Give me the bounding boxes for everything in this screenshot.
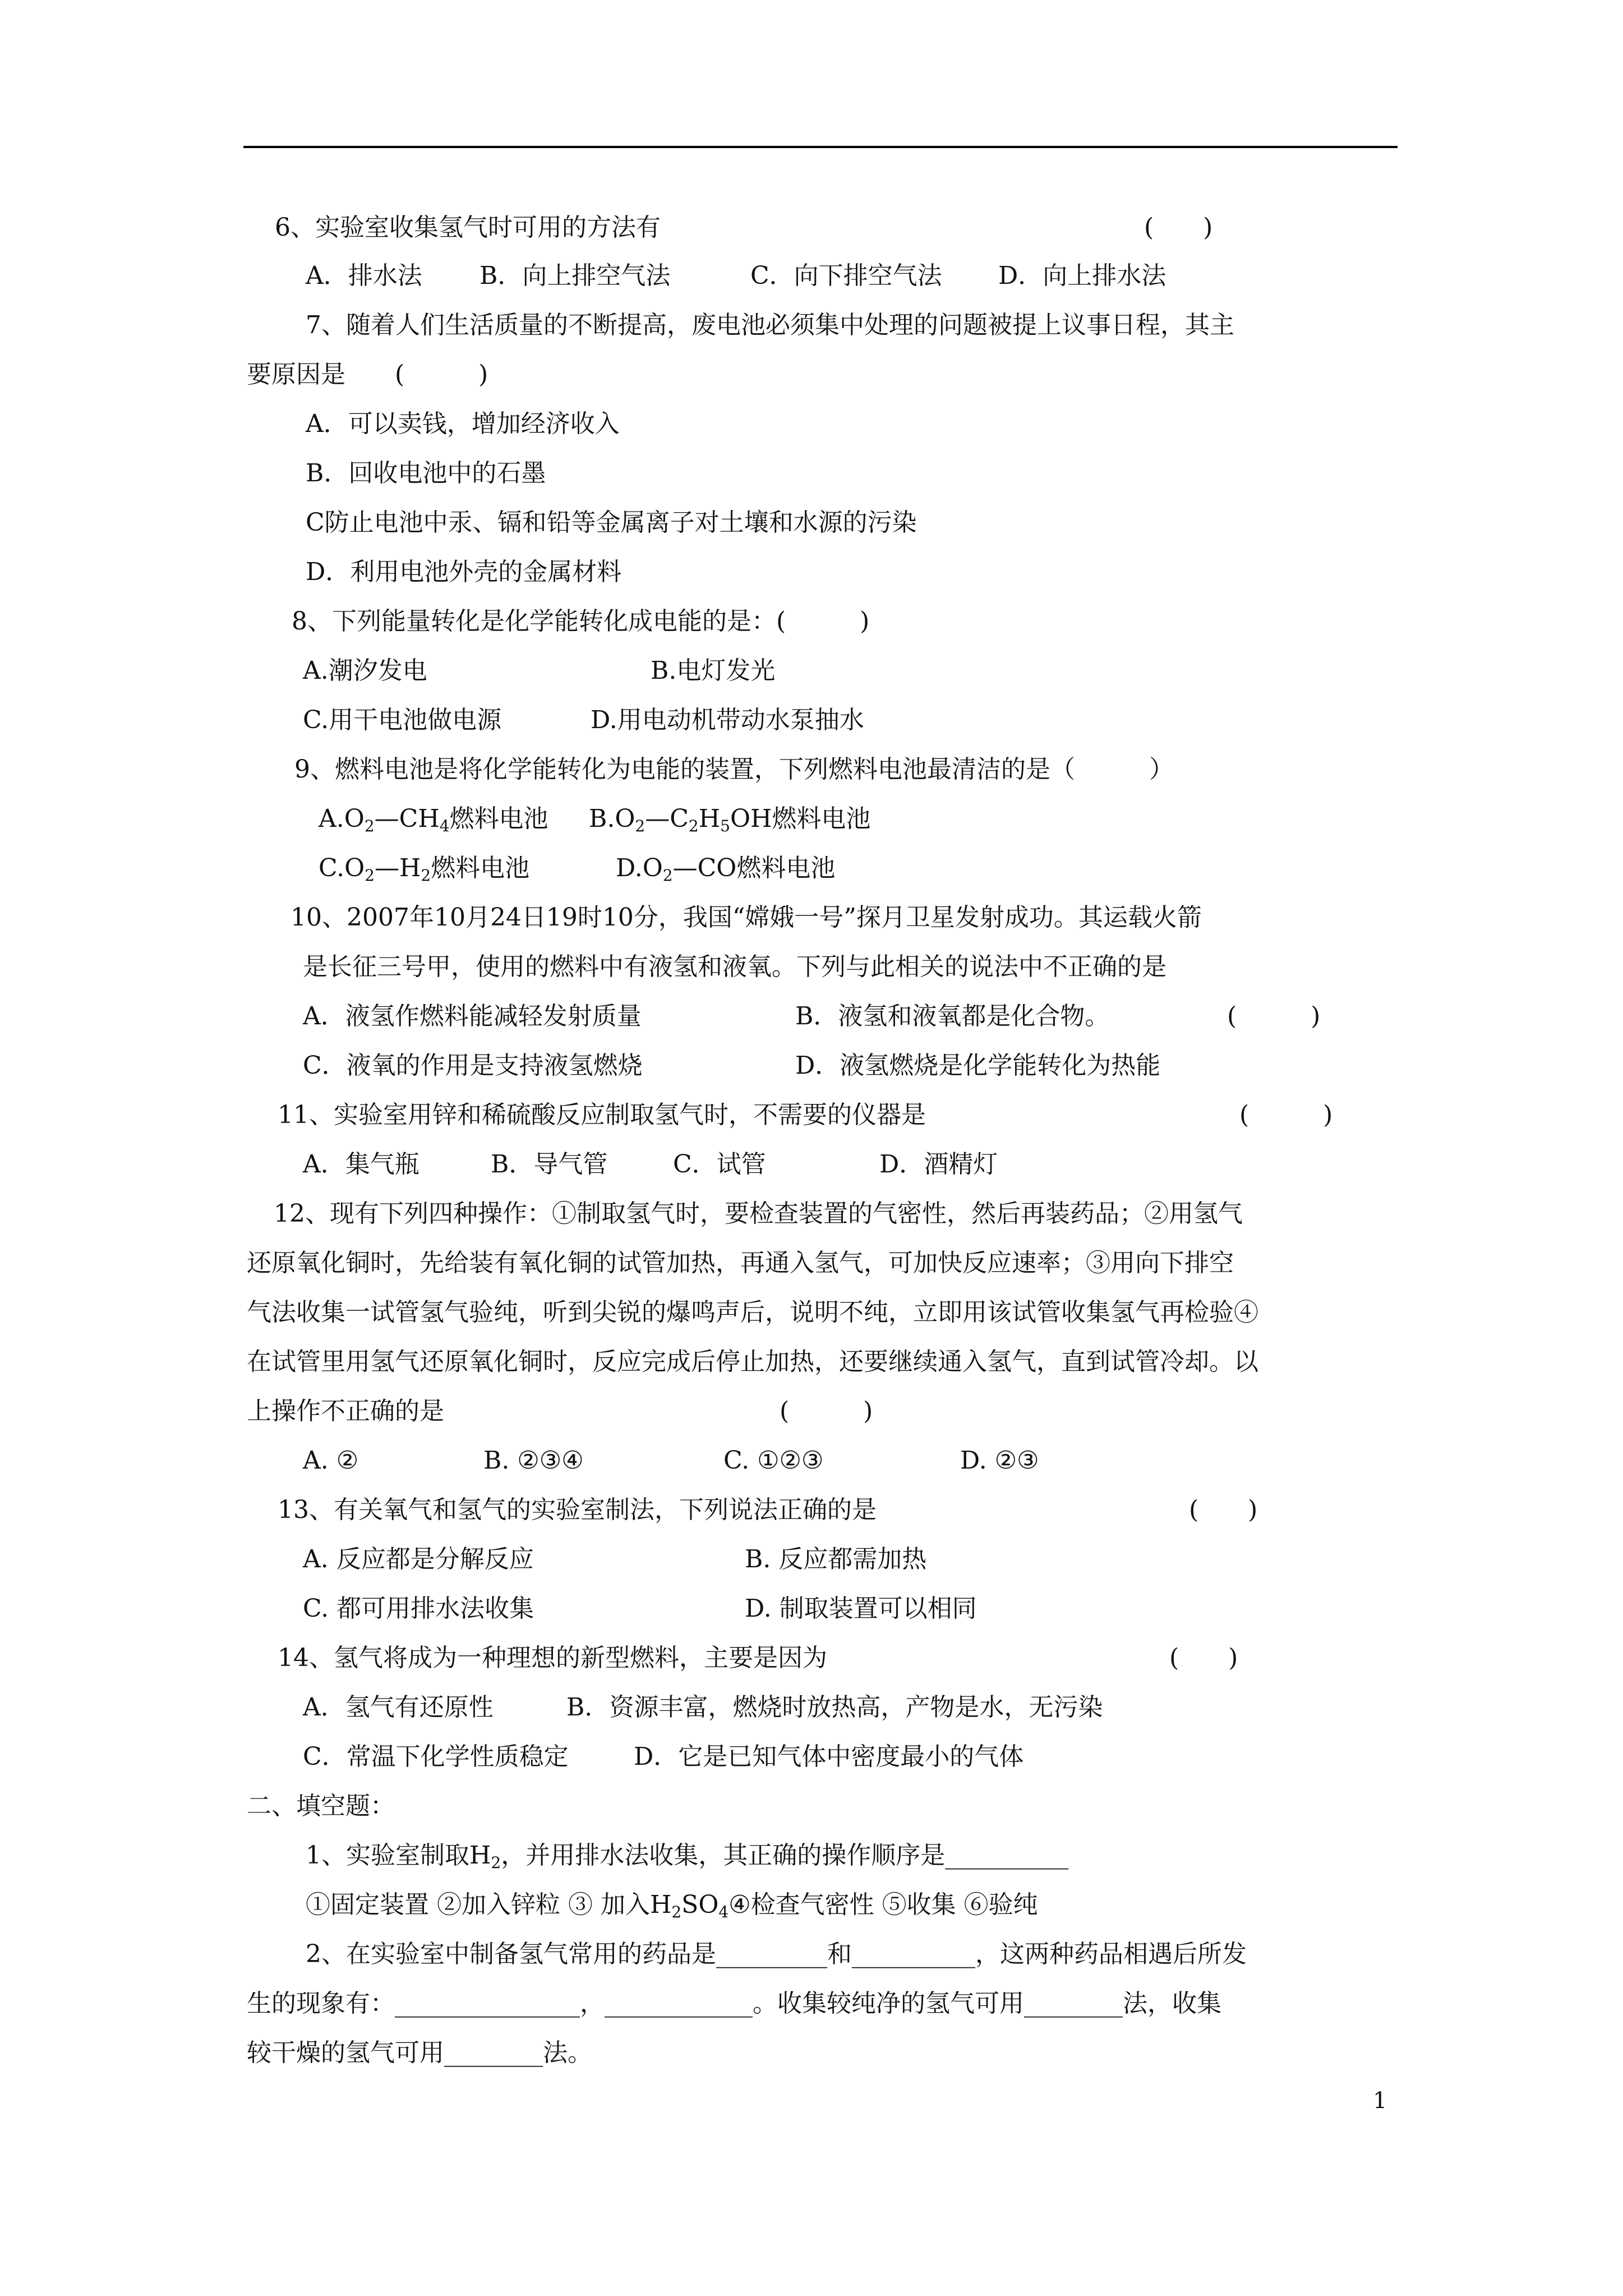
q8-option-a: A.潮汐发电: [303, 656, 427, 685]
q11-option-c: C．试管: [673, 1150, 766, 1179]
q7-option-c: C防止电池中汞、镉和铅等金属离子对土壤和水源的污染: [306, 508, 917, 537]
q11-answer-paren: ( ): [1239, 1101, 1333, 1129]
q12-option-d: D. ②③: [960, 1446, 1039, 1475]
q13-answer-paren: ( ): [1189, 1496, 1258, 1524]
q10-option-d: D．液氢燃烧是化学能转化为热能: [795, 1051, 1161, 1080]
fill-2-line2: 生的现象有：_______________，____________。收集较纯净的氢气可用________法，收集: [247, 1989, 1221, 2018]
q10-option-b: B．液氢和液氧都是化合物。: [795, 1002, 1110, 1030]
q7-stem-line2: 要原因是 ( ): [247, 360, 488, 389]
q11-stem: 11、实验室用锌和稀硫酸反应制取氢气时，不需要的仪器是: [278, 1101, 926, 1129]
q6-stem: 6、实验室收集氢气时可用的方法有: [275, 213, 661, 242]
q14-stem: 14、氢气将成为一种理想的新型燃料，主要是因为: [278, 1644, 827, 1672]
q7-option-b: B．回收电池中的石墨: [306, 459, 546, 487]
q10-stem-line2: 是长征三号甲，使用的燃料中有液氢和液氧。下列与此相关的说法中不正确的是: [303, 953, 1166, 981]
q12-option-c: C. ①②③: [723, 1446, 824, 1475]
q9-option-b: $B.O_2—C_2H_5OH$燃料电池: [589, 804, 871, 835]
q6-answer-paren: ( ): [1144, 213, 1213, 242]
q14-option-a: A．氢气有还原性: [303, 1693, 494, 1722]
q8-option-d: D.用电动机带动水泵抽水: [591, 706, 864, 734]
q9-option-a: $A.O_2—CH_4$燃料电池: [319, 804, 548, 835]
q13-option-c: C. 都可用排水法收集: [303, 1594, 534, 1623]
fill-2-line3: 较干燥的氢气可用________法。: [247, 2039, 592, 2067]
q13-stem: 13、有关氧气和氢气的实验室制法，下列说法正确的是: [278, 1496, 877, 1524]
q14-answer-paren: ( ): [1169, 1644, 1238, 1672]
q12-answer-paren: ( ): [780, 1397, 873, 1425]
q7-stem-line1: 7、随着人们生活质量的不断提高，废电池必须集中处理的问题被提上议事日程，其主: [306, 311, 1234, 339]
q7-option-a: A．可以卖钱，增加经济收入: [306, 409, 620, 438]
section-heading: 二、填空题：: [247, 1792, 395, 1820]
q12-option-a: A. ②: [303, 1446, 359, 1475]
q8-option-c: C.用干电池做电源: [303, 706, 502, 734]
fill-1-question: 1、实验室制取$H_2$，并用排水法收集，其正确的操作顺序是__________: [306, 1841, 1069, 1872]
q7-option-d: D．利用电池外壳的金属材料: [306, 558, 622, 586]
q6-option-c: C．向下排空气法: [750, 261, 942, 290]
q13-option-d: D. 制取装置可以相同: [745, 1594, 977, 1623]
q10-option-c: C．液氧的作用是支持液氢燃烧: [303, 1051, 643, 1080]
q10-stem-line1: 10、2007年10月24日19时10分，我国“嫦娥一号”探月卫星发射成功。其运载火箭: [291, 903, 1202, 932]
page-number: 1: [1373, 2088, 1387, 2114]
q12-line2: 还原氧化铜时，先给装有氧化铜的试管加热，再通入氢气，可加快反应速率；③用向下排空: [247, 1249, 1234, 1277]
fill-2-line1: 2、在实验室中制备氢气常用的药品是_________和__________，这两种药品相遇后所发: [306, 1940, 1247, 1968]
q6-option-a: A．排水法: [306, 261, 422, 290]
q12-option-b: B. ②③④: [483, 1446, 584, 1475]
q14-option-b: B．资源丰富，燃烧时放热高，产物是水，无污染: [566, 1693, 1103, 1722]
header-rule: [243, 146, 1398, 148]
q13-option-a: A. 反应都是分解反应: [303, 1545, 534, 1573]
q12-line3: 气法收集一试管氢气验纯，听到尖锐的爆鸣声后，说明不纯，立即用该试管收集氢气再检验④: [247, 1298, 1258, 1327]
q8-option-b: B.电灯发光: [651, 656, 776, 685]
q10-option-a: A．液氢作燃料能减轻发射质量: [303, 1002, 642, 1030]
fill-1-steps: ①固定装置 ②加入锌粒 ③ 加入$H_2SO_4④$检查气密性 ⑤收集 ⑥验纯: [306, 1890, 1038, 1921]
q13-option-b: B. 反应都需加热: [745, 1545, 927, 1573]
q6-option-d: D．向上排水法: [998, 261, 1166, 290]
q11-option-d: D．酒精灯: [879, 1150, 998, 1179]
q9-option-c: $C.O_2—H_2$燃料电池: [319, 854, 530, 885]
q11-option-a: A．集气瓶: [303, 1150, 419, 1179]
q8-stem: 8、下列能量转化是化学能转化成电能的是：( ): [292, 607, 870, 636]
q14-option-d: D．它是已知气体中密度最小的气体: [634, 1742, 1024, 1771]
q6-option-b: B．向上排空气法: [479, 261, 671, 290]
q10-answer-paren: ( ): [1227, 1002, 1321, 1030]
q9-stem: 9、燃料电池是将化学能转化为电能的装置，下列燃料电池最清洁的是（ ）: [294, 755, 1174, 784]
q9-option-d: $D.O_2—CO$燃料电池: [616, 854, 836, 885]
q11-option-b: B．导气管: [491, 1150, 608, 1179]
q12-line1: 12、现有下列四种操作：①制取氢气时，要检查装置的气密性，然后再装药品；②用氢气: [274, 1199, 1243, 1228]
q14-option-c: C．常温下化学性质稳定: [303, 1742, 569, 1771]
q12-line5: 上操作不正确的是: [247, 1397, 444, 1425]
q12-line4: 在试管里用氢气还原氧化铜时，反应完成后停止加热，还要继续通入氢气，直到试管冷却。以: [247, 1347, 1258, 1376]
